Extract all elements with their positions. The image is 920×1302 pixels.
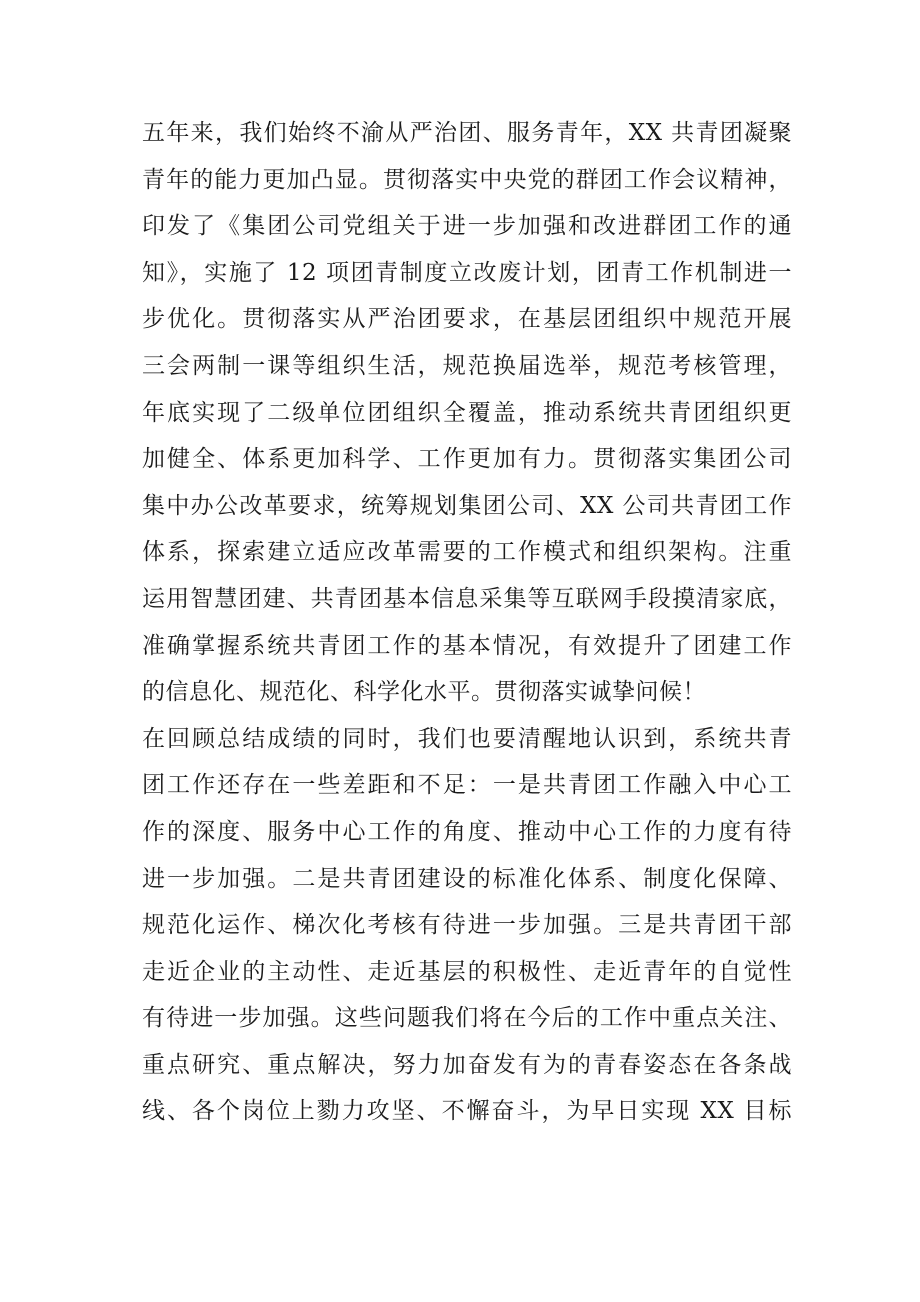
text-line: 知》，实施了 12 项团青制度立改废计划，团青工作机制进一: [142, 259, 792, 286]
text-line: 三会两制一课等组织生活，规范换届选举，规范考核管理，: [142, 352, 792, 379]
text-line: 在回顾总结成绩的同时，我们也要清醒地认识到，系统共青: [142, 725, 792, 752]
text-line: 的信息化、规范化、科学化水平。贯彻落实诚挚问候！: [142, 679, 706, 706]
text-line: 集中办公改革要求，统筹规划集团公司、XX 公司共青团工作: [142, 492, 792, 519]
text-line: 步优化。贯彻落实从严治团要求，在基层团组织中规范开展: [142, 306, 792, 333]
text-line: 年底实现了二级单位团组织全覆盖，推动系统共青团组织更: [142, 399, 792, 426]
paragraph-achievements: [142, 110, 792, 716]
text-line: 运用智慧团建、共青团基本信息采集等互联网手段摸清家底，: [142, 585, 792, 612]
text-line: 线、各个岗位上勠力攻坚、不懈奋斗，为早日实现 XX 目标: [142, 1098, 792, 1125]
text-line: 准确掌握系统共青团工作的基本情况，有效提升了团建工作: [142, 632, 792, 659]
text-line: 重点研究、重点解决，努力加奋发有为的青春姿态在各条战: [142, 1051, 792, 1078]
text-line: 加健全、体系更加科学、工作更加有力。贯彻落实集团公司: [142, 446, 792, 473]
text-line: 青年的能力更加凸显。贯彻落实中央党的群团工作会议精神，: [142, 166, 792, 193]
paragraph-shortcomings: [142, 716, 792, 1135]
text-line: 团工作还存在一些差距和不足：一是共青团工作融入中心工: [142, 772, 792, 799]
text-line: 进一步加强。二是共青团建设的标准化体系、制度化保障、: [142, 865, 792, 892]
document-body: [142, 110, 792, 1135]
text-line: 体系，探索建立适应改革需要的工作模式和组织架构。注重: [142, 539, 792, 566]
text-line: 印发了《集团公司党组关于进一步加强和改进群团工作的通: [142, 213, 792, 240]
text-line: 五年来，我们始终不渝从严治团、服务青年，XX 共青团凝聚: [142, 120, 792, 146]
text-line: 作的深度、服务中心工作的角度、推动中心工作的力度有待: [142, 818, 792, 845]
text-line: 规范化运作、梯次化考核有待进一步加强。三是共青团干部: [142, 912, 792, 939]
text-line: 有待进一步加强。这些问题我们将在今后的工作中重点关注、: [142, 1005, 792, 1032]
text-line: 走近企业的主动性、走近基层的积极性、走近青年的自觉性: [142, 958, 792, 985]
